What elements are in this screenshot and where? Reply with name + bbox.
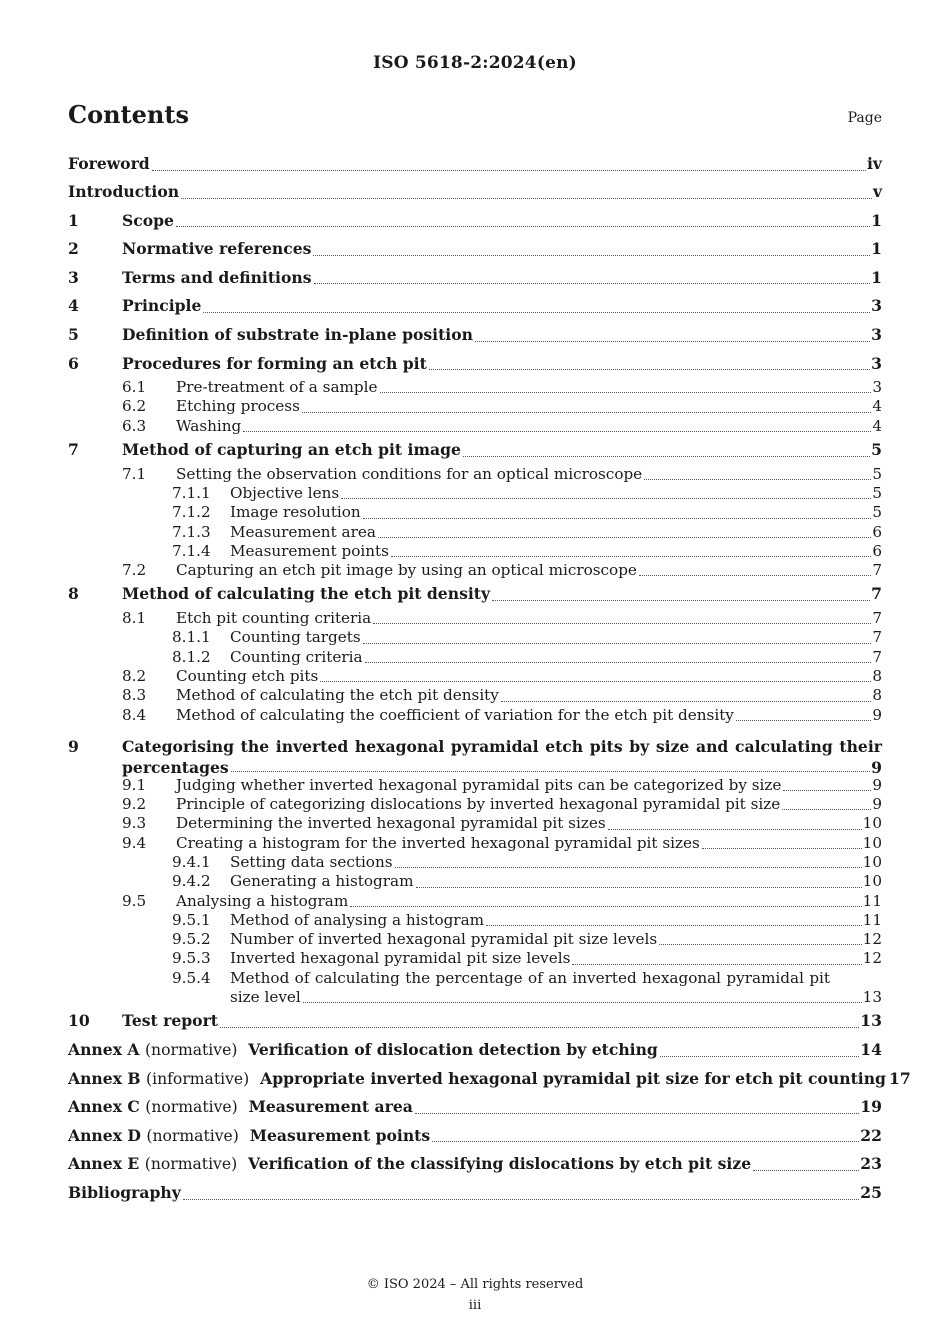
toc-entry-number: 9.4.1 — [172, 852, 211, 871]
toc-entry-number: 9.3 — [122, 814, 147, 833]
toc-entry-title: Counting etch pits — [176, 666, 319, 685]
toc-entry-title: Measurement points — [230, 541, 389, 560]
toc-entry-number: 8.1.1 — [172, 628, 211, 647]
toc-entry-title: Principle of categorizing dislocations by inverted hexagonal pyramidal pit size — [176, 795, 781, 814]
toc-entry-title: Analysing a histogram — [176, 891, 349, 910]
toc-entry-section-5[interactable] — [68, 321, 882, 350]
dot-leader — [702, 848, 862, 849]
toc-entry-page: 10 — [862, 872, 882, 891]
toc-entry-page: 14 — [860, 1039, 882, 1059]
document-id-header: ISO 5618-2:2024(en) — [373, 53, 577, 73]
toc-entry-page: 7 — [871, 584, 882, 604]
dot-leader — [373, 623, 871, 624]
toc-entry-section-7[interactable] — [68, 436, 882, 465]
toc-entry-number: 7.1.3 — [172, 522, 211, 541]
toc-entry-section-9-5-3[interactable] — [68, 949, 882, 968]
toc-entry-annex-c[interactable] — [68, 1093, 882, 1122]
toc-entry-title: Verification of the classifying dislocations by etch pit size — [248, 1154, 752, 1174]
toc-entry-page: 8 — [872, 666, 882, 685]
toc-entry-title: Capturing an etch pit image by using an optical microscope — [176, 561, 637, 580]
toc-entry-section-10[interactable] — [68, 1007, 882, 1036]
toc-entry-number: 3 — [68, 267, 79, 287]
toc-entry-title: Judging whether inverted hexagonal pyramidal pits can be categorized by size — [176, 775, 782, 794]
toc-entry-page: 23 — [860, 1154, 882, 1174]
toc-entry-section-1[interactable] — [68, 207, 882, 236]
toc-entry-section-7-2[interactable] — [68, 561, 882, 580]
toc-entry-number: 9.5.2 — [172, 930, 211, 949]
toc-entry-section-9-5[interactable] — [68, 892, 882, 911]
toc-entry-number: 9.4 — [122, 833, 147, 852]
dot-leader — [152, 170, 866, 171]
dot-leader — [782, 809, 871, 810]
toc-entry-section-9-1[interactable] — [68, 776, 882, 795]
toc-entry-bibliography[interactable] — [68, 1179, 882, 1208]
toc-entry-section-9-5-1[interactable] — [68, 911, 882, 930]
toc-entry-page: 13 — [860, 1011, 882, 1031]
toc-entry-number: 4 — [68, 296, 79, 316]
toc-entry-title-line2: percentages — [122, 757, 229, 777]
dot-leader — [231, 771, 870, 772]
toc-entry-page: 12 — [862, 949, 882, 968]
toc-entry-title: Foreword — [68, 154, 150, 173]
toc-entry-page: 11 — [862, 910, 882, 929]
toc-entry-number: 10 — [68, 1011, 90, 1031]
toc-entry-page: 9 — [871, 757, 882, 777]
dot-leader — [176, 226, 870, 227]
toc-entry-section-6-2[interactable] — [68, 397, 882, 416]
dot-leader — [243, 431, 871, 432]
toc-entry-number: 5 — [68, 324, 79, 344]
dot-leader — [501, 701, 871, 702]
toc-entry-title: Measurement points — [249, 1125, 431, 1145]
toc-entry-section-9-3[interactable] — [68, 814, 882, 833]
toc-entry-section-9-5-2[interactable] — [68, 930, 882, 949]
dot-leader — [659, 944, 862, 945]
toc-entry-title: Terms and definitions — [122, 267, 312, 287]
dot-leader — [429, 369, 870, 370]
toc-entry-page: 3 — [872, 378, 882, 397]
annex-type: (informative) — [146, 1069, 250, 1088]
toc-entry-section-9[interactable] — [68, 735, 882, 759]
toc-entry-title: Bibliography — [68, 1182, 181, 1202]
toc-entry-page: 9 — [872, 795, 882, 814]
toc-entry-page: 1 — [871, 239, 882, 259]
toc-entry-page: 22 — [860, 1125, 882, 1145]
toc-entry-title: Counting targets — [230, 628, 361, 647]
annex-type: (normative) — [145, 1098, 238, 1117]
toc-entry-introduction[interactable] — [68, 178, 882, 207]
dot-leader — [492, 600, 870, 601]
dot-leader — [475, 341, 870, 342]
toc-entry-section-9-5-4-cont[interactable] — [68, 988, 882, 1007]
dot-leader — [736, 720, 871, 721]
table-of-contents — [68, 150, 911, 1208]
toc-entry-page: 5 — [871, 440, 882, 460]
toc-entry-section-9-5-4[interactable] — [68, 969, 882, 988]
toc-entry-title: Creating a histogram for the inverted hexagonal pyramidal pit sizes — [176, 833, 700, 852]
toc-entry-page: 9 — [872, 705, 882, 724]
toc-entry-page: iv — [867, 154, 882, 173]
toc-entry-section-8[interactable] — [68, 580, 882, 609]
toc-entry-title: Appropriate inverted hexagonal pyramidal pit size for etch pit counting — [260, 1068, 886, 1088]
annex-type: (normative) — [144, 1040, 238, 1059]
toc-entry-title: Method of analysing a histogram — [230, 910, 485, 929]
dot-leader — [365, 662, 872, 663]
annex-label: Annex B — [68, 1068, 141, 1088]
dot-leader — [363, 518, 872, 519]
toc-entry-foreword[interactable] — [68, 150, 882, 178]
toc-entry-number: 8 — [68, 584, 79, 604]
toc-entry-page: 6 — [872, 541, 882, 560]
dot-leader — [415, 1113, 859, 1114]
page-column-label: Page — [847, 110, 882, 126]
toc-entry-page: 5 — [872, 503, 882, 522]
toc-entry-section-7-1-1[interactable] — [68, 484, 882, 503]
toc-entry-title: Procedures for forming an etch pit — [122, 353, 427, 373]
annex-label: Annex D — [68, 1125, 141, 1145]
toc-entry-section-6-3[interactable] — [68, 417, 882, 436]
toc-entry-title: Measurement area — [248, 1097, 413, 1117]
dot-leader — [350, 906, 861, 907]
toc-entry-section-9-cont[interactable] — [68, 759, 882, 776]
dot-leader — [203, 312, 870, 313]
toc-entry-title: Principle — [122, 296, 202, 316]
toc-entry-title: Normative references — [122, 239, 312, 259]
toc-entry-number: 7.1.4 — [172, 541, 211, 560]
toc-entry-section-7-1[interactable] — [68, 465, 882, 484]
dot-leader — [608, 829, 862, 830]
toc-entry-page: 1 — [871, 210, 882, 230]
toc-entry-number: 9 — [68, 736, 79, 756]
toc-entry-title: Etching process — [176, 397, 300, 416]
toc-entry-section-9-4[interactable] — [68, 834, 882, 853]
toc-entry-page: 6 — [872, 522, 882, 541]
toc-entry-section-9-4-2[interactable] — [68, 872, 882, 891]
toc-entry-number: 7.2 — [122, 561, 147, 580]
toc-entry-section-8-3[interactable] — [68, 686, 882, 705]
toc-entry-section-8-1-1[interactable] — [68, 628, 882, 647]
toc-entry-section-3[interactable] — [68, 264, 882, 293]
annex-type: (normative) — [146, 1126, 239, 1145]
dot-leader — [313, 255, 870, 256]
toc-entry-title: Generating a histogram — [230, 872, 414, 891]
toc-entry-title: Image resolution — [230, 503, 361, 522]
toc-entry-page: v — [872, 182, 882, 201]
toc-entry-number: 8.3 — [122, 686, 147, 705]
footer-copyright: © ISO 2024 – All rights reserved — [366, 1277, 584, 1292]
toc-entry-number: 7.1 — [122, 464, 147, 483]
toc-entry-title: Determining the inverted hexagonal pyramidal pit sizes — [176, 814, 606, 833]
toc-entry-title: Method of capturing an etch pit image — [122, 440, 461, 460]
toc-entry-title: Method of calculating the etch pit density — [122, 584, 491, 604]
toc-entry-annex-d[interactable] — [68, 1122, 882, 1151]
toc-entry-title: Measurement area — [230, 522, 376, 541]
toc-entry-number: 8.4 — [122, 705, 147, 724]
toc-entry-title: Method of calculating the etch pit density — [176, 686, 499, 705]
toc-entry-section-2[interactable] — [68, 235, 882, 264]
toc-entry-number: 6.3 — [122, 416, 147, 435]
dot-leader — [783, 790, 871, 791]
toc-entry-section-8-4[interactable] — [68, 706, 882, 725]
dot-leader — [303, 1002, 862, 1003]
dot-leader — [395, 867, 862, 868]
toc-entry-page: 7 — [872, 561, 882, 580]
toc-entry-number: 9.5 — [122, 891, 147, 910]
toc-entry-number: 9.2 — [122, 795, 147, 814]
toc-entry-section-7-1-4[interactable] — [68, 542, 882, 561]
annex-label: Annex C — [68, 1097, 140, 1117]
toc-entry-title: Pre-treatment of a sample — [176, 378, 378, 397]
toc-entry-title: Method of calculating the coefficient of variation for the etch pit density — [176, 705, 734, 724]
annex-label: Annex A — [68, 1039, 140, 1059]
dot-leader — [391, 556, 871, 557]
toc-entry-page: 25 — [860, 1182, 882, 1202]
toc-entry-number: 9.1 — [122, 775, 147, 794]
toc-entry-annex-b[interactable] — [68, 1065, 911, 1094]
toc-entry-number: 7 — [68, 440, 79, 460]
toc-entry-page: 12 — [862, 930, 882, 949]
toc-entry-number: 9.5.4 — [172, 968, 211, 987]
dot-leader — [639, 575, 871, 576]
dot-leader — [363, 643, 872, 644]
toc-entry-page: 7 — [872, 609, 882, 628]
toc-entry-section-8-2[interactable] — [68, 667, 882, 686]
toc-entry-title: Inverted hexagonal pyramidal pit size levels — [230, 949, 571, 968]
toc-entry-number: 9.5.1 — [172, 910, 211, 929]
toc-entry-section-4[interactable] — [68, 292, 882, 321]
dot-leader — [380, 392, 872, 393]
dot-leader — [753, 1170, 859, 1171]
toc-entry-page: 7 — [872, 647, 882, 666]
toc-entry-page: 5 — [872, 464, 882, 483]
dot-leader — [486, 925, 862, 926]
toc-entry-page: 3 — [871, 296, 882, 316]
annex-type: (normative) — [144, 1155, 238, 1174]
toc-entry-title: Number of inverted hexagonal pyramidal pit size levels — [230, 930, 658, 949]
toc-entry-page: 9 — [872, 775, 882, 794]
toc-entry-section-9-2[interactable] — [68, 795, 882, 814]
dot-leader — [432, 1141, 859, 1142]
toc-entry-number: 2 — [68, 239, 79, 259]
toc-entry-page: 4 — [872, 397, 882, 416]
toc-entry-number: 7.1.1 — [172, 483, 211, 502]
dot-leader — [220, 1027, 859, 1028]
toc-entry-annex-e[interactable] — [68, 1150, 882, 1179]
dot-leader — [660, 1056, 859, 1057]
contents-title: Contents — [68, 100, 189, 129]
dot-leader — [320, 681, 871, 682]
toc-entry-title: Etch pit counting criteria — [176, 609, 372, 628]
toc-entry-title: Introduction — [68, 182, 180, 201]
toc-entry-number: 8.1.2 — [172, 647, 211, 666]
toc-entry-page: 19 — [860, 1097, 882, 1117]
toc-entry-number: 6.2 — [122, 397, 147, 416]
toc-entry-section-8-1[interactable] — [68, 609, 882, 628]
toc-entry-page: 17 — [888, 1068, 911, 1088]
toc-entry-page: 3 — [871, 353, 882, 373]
toc-entry-section-7-1-2[interactable] — [68, 503, 882, 522]
dot-leader — [416, 887, 862, 888]
dot-leader — [572, 964, 861, 965]
toc-entry-page: 4 — [872, 416, 882, 435]
toc-entry-section-7-1-3[interactable] — [68, 523, 882, 542]
toc-entry-number: 6.1 — [122, 378, 147, 397]
toc-entry-number: 6 — [68, 353, 79, 373]
toc-entry-page: 3 — [871, 324, 882, 344]
dot-leader — [181, 198, 872, 199]
toc-entry-section-6[interactable] — [68, 350, 882, 379]
toc-entry-title: Objective lens — [230, 483, 340, 502]
toc-entry-number: 7.1.2 — [172, 503, 211, 522]
dot-leader — [314, 283, 871, 284]
toc-entry-number: 8.1 — [122, 609, 147, 628]
toc-entry-page: 10 — [862, 852, 882, 871]
toc-entry-title: Test report — [122, 1011, 219, 1031]
toc-entry-title: Washing — [176, 416, 242, 435]
toc-entry-page: 11 — [862, 891, 882, 910]
dot-leader — [341, 498, 871, 499]
toc-entry-title-line1: Method of calculating the percentage of an inverted hexagonal pyramidal pit — [230, 968, 830, 987]
toc-entry-page: 7 — [872, 628, 882, 647]
toc-entry-title: Verification of dislocation detection by etching — [248, 1039, 658, 1059]
toc-entry-page: 8 — [872, 686, 882, 705]
dot-leader — [644, 479, 871, 480]
toc-entry-number: 1 — [68, 210, 79, 230]
footer-page-number: iii — [468, 1298, 482, 1313]
toc-entry-page: 1 — [871, 267, 882, 287]
toc-entry-title: Setting data sections — [230, 852, 393, 871]
toc-entry-title: Setting the observation conditions for an optical microscope — [176, 464, 643, 483]
toc-entry-number: 9.5.3 — [172, 949, 211, 968]
dot-leader — [302, 412, 871, 413]
toc-entry-annex-a[interactable] — [68, 1036, 882, 1065]
toc-entry-section-9-4-1[interactable] — [68, 853, 882, 872]
dot-leader — [463, 456, 870, 457]
toc-entry-page: 5 — [872, 483, 882, 502]
annex-label: Annex E — [68, 1154, 140, 1174]
dot-leader — [378, 537, 871, 538]
toc-entry-page: 13 — [862, 988, 882, 1007]
toc-entry-title-line2: size level — [230, 988, 301, 1007]
toc-entry-section-6-1[interactable] — [68, 378, 882, 397]
toc-entry-page: 10 — [862, 814, 882, 833]
toc-entry-title: Scope — [122, 210, 174, 230]
toc-entry-title-line1: Categorising the inverted hexagonal pyramidal etch pits by size and calculating their — [122, 736, 882, 756]
toc-entry-page: 10 — [862, 833, 882, 852]
toc-entry-number: 8.2 — [122, 666, 147, 685]
toc-entry-title: Counting criteria — [230, 647, 363, 666]
toc-entry-number: 9.4.2 — [172, 872, 211, 891]
dot-leader — [183, 1199, 860, 1200]
toc-entry-title: Definition of substrate in-plane position — [122, 324, 473, 344]
toc-entry-section-8-1-2[interactable] — [68, 648, 882, 667]
